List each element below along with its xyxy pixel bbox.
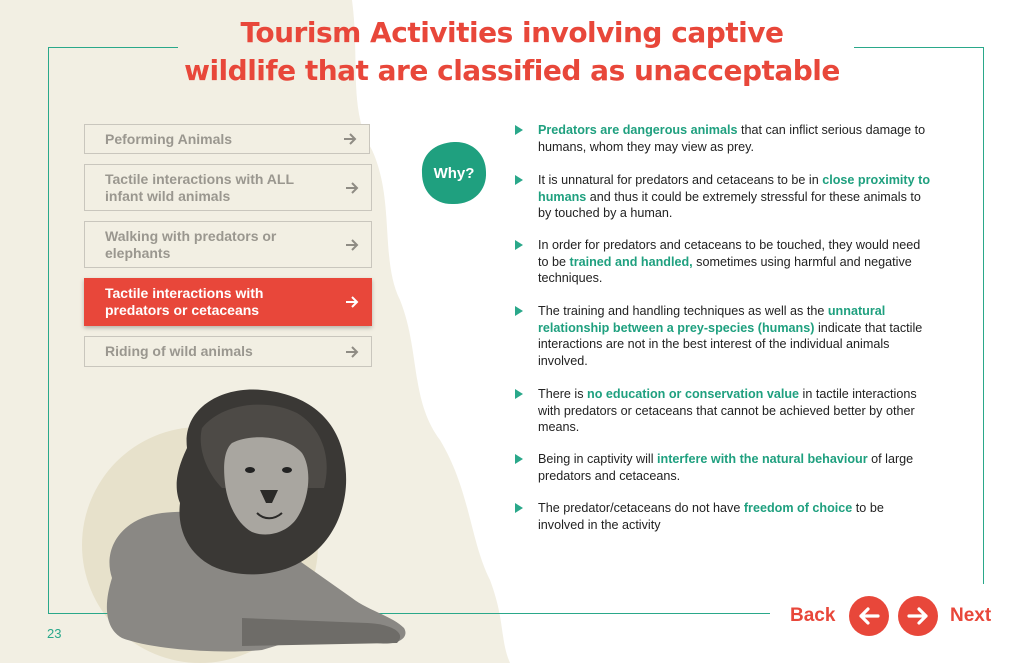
page-title [130,14,894,90]
triangle-bullet-icon [515,125,523,135]
reason-text-part: In order for predators and cetaceans to be touched, they would need to be [538,238,921,269]
reason-highlight: Predators are dangerous animals [538,123,738,137]
nav-item-tactile-predators[interactable] [84,278,372,326]
reason-item [512,386,932,436]
arrow-right-icon [898,596,938,636]
nav-item-walking-predators[interactable] [84,221,372,268]
reason-item [512,237,932,287]
reason-text-part: The predator/cetaceans do not have [538,501,744,515]
reason-text-part: to be involved in the activity [538,501,884,532]
lion-illustration [92,388,412,658]
reason-text [538,122,932,155]
nav-item-label: Riding of wild animals [105,343,253,359]
back-button[interactable] [790,596,889,636]
triangle-bullet-icon [515,503,523,513]
reason-text-part: in tactile interactions with predators or cetaceans that cannot be achieved better by other means. [538,387,917,434]
page-title-line-1: Tourism Activities involving captive [240,16,784,49]
nav-item-label: Tactile interactions with predators or cetaceans [105,285,264,318]
reason-text-part: Being in captivity will [538,452,657,466]
frame-right [983,47,984,584]
reason-text [538,500,932,533]
nav-item-riding[interactable] [84,336,372,367]
reason-item [512,303,932,369]
triangle-bullet-icon [515,306,523,316]
nav-item-performing-animals[interactable] [84,124,370,154]
reason-text [538,303,932,369]
back-label: Back [790,605,836,626]
arrow-right-icon [345,346,359,358]
arrow-right-icon [345,239,359,251]
nav-item-tactile-infant[interactable] [84,164,372,211]
next-label: Next [950,605,992,626]
arrow-right-icon [345,182,359,194]
reason-highlight: freedom of choice [743,501,853,515]
reason-text [538,172,932,222]
next-button[interactable] [898,596,991,636]
reason-item [512,451,932,484]
why-badge [420,140,488,206]
arrow-right-icon [343,133,357,145]
reason-highlight: no education or conservation value [587,387,800,401]
arrow-left-icon [849,596,889,636]
reason-highlight: close proximity to humans [538,173,931,204]
reason-item [512,122,932,155]
reason-highlight: interfere with the natural behaviour [657,452,868,466]
reason-text-part: It is unnatural for predators and cetaceans to be in [538,173,823,187]
reason-text-part: There is [538,387,587,401]
triangle-bullet-icon [515,175,523,185]
reason-text-part: sometimes using harmful and negative techniques. [538,254,912,285]
reason-text-part: and thus it could be extremely stressful for these animals to by touched by a human. [538,189,921,220]
frame-left [48,47,49,614]
reason-text [538,237,932,287]
reason-highlight: trained and handled, [569,254,693,269]
nav-item-label: Tactile interactions with ALL infant wild animals [105,170,294,204]
nav-item-label: Walking with predators or elephants [105,227,277,261]
page-title-line-2: wildlife that are classified as unacceptable [184,54,840,87]
reason-highlight: unnatural relationship between a prey-species (humans) [538,304,886,335]
reason-text [538,451,932,484]
arrow-right-icon [345,296,359,308]
reason-text-part: of large predators and cetaceans. [538,452,914,483]
page-number: 23 [47,626,62,641]
why-label: Why? [433,164,475,182]
triangle-bullet-icon [515,240,523,250]
reason-text-part: that can inflict serious damage to humans, whom they may view as prey. [538,123,926,154]
reason-text [538,386,932,436]
nav-item-label: Peforming Animals [105,130,233,147]
reason-text-part: The training and handling techniques as well as the [538,304,828,318]
triangle-bullet-icon [515,389,523,399]
reason-item [512,500,932,533]
reason-text-part: indicate that tactile interactions are not in the best interest of the individual animals involved. [538,320,923,368]
triangle-bullet-icon [515,454,523,464]
reason-item [512,172,932,222]
